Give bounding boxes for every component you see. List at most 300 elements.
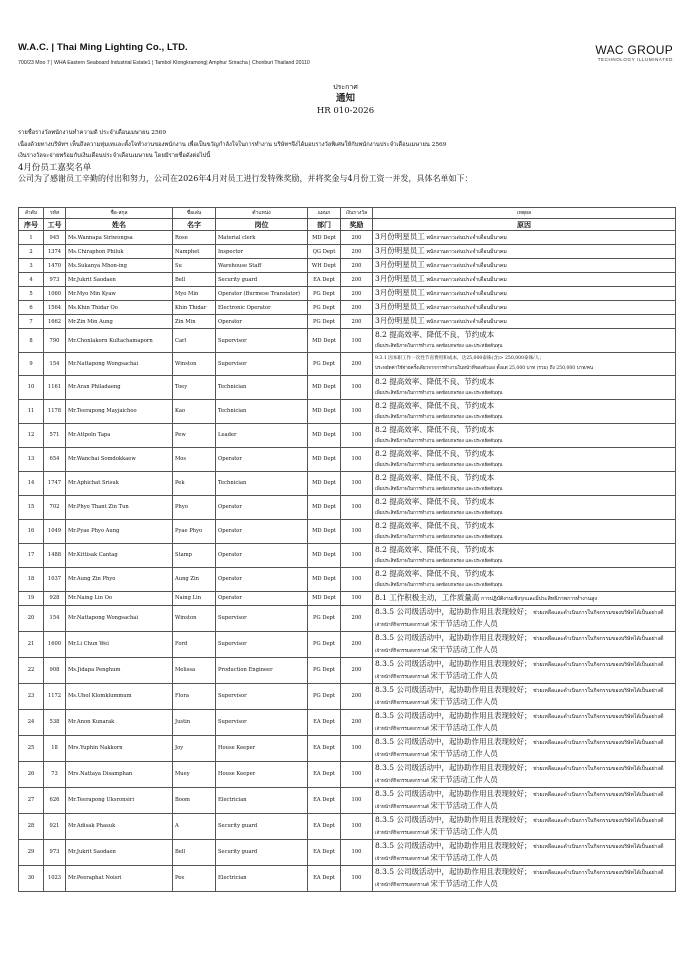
- department: EA Dept: [308, 735, 341, 761]
- nickname: Muey: [173, 761, 216, 787]
- reason-star-zh: 3月份明星员工: [375, 232, 425, 241]
- reason-line: [375, 273, 673, 286]
- table-row: [19, 839, 676, 865]
- reason-line: [375, 520, 673, 533]
- position: Warehouse Staff: [216, 259, 308, 273]
- reason-eff-zh: 8.2 提高效率、降低不良、节约成本: [375, 400, 495, 410]
- position: Operator: [216, 591, 308, 605]
- nickname: Rose: [173, 231, 216, 245]
- employee-id: 1178: [44, 399, 66, 423]
- reason-act-th: ช่วยเหลือและดำเนินการในกิจกรรมของบริษัทได้เป็นอย่างดี: [533, 869, 664, 876]
- row-number: 20: [19, 605, 44, 631]
- department: QG Dept: [308, 245, 341, 259]
- employee-id: 654: [44, 447, 66, 471]
- position: Supervisor: [216, 329, 308, 353]
- employee-name: Mr.Aung Zin Phyo: [66, 567, 173, 591]
- award-amount: 100: [341, 813, 373, 839]
- reason-line: [375, 389, 673, 399]
- reason-line: [375, 879, 673, 891]
- reason-fest-zh: 宋干节活动工作人员: [430, 878, 498, 888]
- employee-id: 1470: [44, 259, 66, 273]
- award-amount: 100: [341, 591, 373, 605]
- employee-name: Mr.Adisak Phasuk: [66, 813, 173, 839]
- employee-name: Ms.Khin Thidar Oo: [66, 301, 173, 315]
- row-number: 27: [19, 787, 44, 813]
- reason-star-zh: 3月份明星员工: [375, 302, 425, 311]
- employee-id: 973: [44, 839, 66, 865]
- nickname: A: [173, 813, 216, 839]
- employee-id: 1023: [44, 865, 66, 891]
- award-amount: 100: [341, 839, 373, 865]
- reason-line: [375, 259, 673, 272]
- row-number: 1: [19, 231, 44, 245]
- reason-line: [375, 736, 673, 749]
- reason-act-th: ช่วยเหลือและดำเนินการในกิจกรรมของบริษัทได้เป็นอย่างดี: [533, 791, 664, 798]
- nickname: Phyo: [173, 495, 216, 519]
- reason-line: [375, 342, 673, 352]
- reason-line: [375, 315, 673, 328]
- employee-id: 1488: [44, 543, 66, 567]
- award-reason: [373, 329, 676, 353]
- reason-fest-th: เจ้าหน้าที่กิจกรรมสงกรานต์: [375, 882, 429, 888]
- reason-fest-th: เจ้าหน้าที่กิจกรรมสงกรานต์: [375, 778, 429, 784]
- reason-star-zh: 3月份明星员工: [375, 316, 425, 325]
- employee-id: 790: [44, 329, 66, 353]
- reason-line: [375, 581, 673, 591]
- department: EA Dept: [308, 761, 341, 787]
- reason-act-zh: 8.3.5 公司级活动中，起协助作用且表现较好；: [375, 814, 532, 824]
- employee-name: Ms.Chiraphon Philuk: [66, 245, 173, 259]
- award-amount: 200: [341, 259, 373, 273]
- employee-name: Mr.Jukrit Saodaen: [66, 273, 173, 287]
- award-reason: [373, 865, 676, 891]
- award-amount: 100: [341, 471, 373, 495]
- reason-fest-zh: 宋干节活动工作人员: [430, 748, 498, 758]
- reason-line: [375, 448, 673, 461]
- position: Security guard: [216, 273, 308, 287]
- reason-act-zh: 8.3.5 公司级活动中，起协助作用且表现较好；: [375, 710, 532, 720]
- col-dept-th: แผนก: [308, 208, 341, 219]
- employee-id: 538: [44, 709, 66, 735]
- employee-name: Mr.Wanchai Somdokkaew: [66, 447, 173, 471]
- reason-eff-zh: 8.2 提高效率、降低不良、节约成本: [375, 520, 495, 530]
- department: PG Dept: [308, 657, 341, 683]
- employee-id: 571: [44, 423, 66, 447]
- reason-line: [375, 287, 673, 300]
- col-name-th: ชื่อ-สกุล: [66, 208, 173, 219]
- col-amount-th: เงินรางวัล: [341, 208, 373, 219]
- row-number: 21: [19, 631, 44, 657]
- reason-line: [375, 424, 673, 437]
- award-reason: [373, 813, 676, 839]
- award-reason: [373, 245, 676, 259]
- position: Leader: [216, 423, 308, 447]
- employee-name: Mr.Myo Min Kyaw: [66, 287, 173, 301]
- row-number: 18: [19, 567, 44, 591]
- award-amount: 100: [341, 543, 373, 567]
- nickname: Khin Thidar: [173, 301, 216, 315]
- reason-fest-th: เจ้าหน้าที่กิจกรรมสงกรานต์: [375, 830, 429, 836]
- award-amount: 200: [341, 605, 373, 631]
- position: Operator: [216, 495, 308, 519]
- department: MD Dept: [308, 591, 341, 605]
- reason-fest-th: เจ้าหน้าที่กิจกรรมสงกรานต์: [375, 674, 429, 680]
- reason-act-zh: 8.3.5 公司级活动中，起协助作用且表现较好；: [375, 788, 532, 798]
- reason-line: [375, 496, 673, 509]
- employee-name: Mr.Peeraphat Noisri: [66, 865, 173, 891]
- employee-name: Ms.Wannapa Siriwongsa: [66, 231, 173, 245]
- reason-eff-th: เพิ่มประสิทธิภาพในการทำงาน ลดข้อบกพร่อง และประหยัดต้นทุน: [375, 390, 503, 396]
- table-row: [19, 495, 676, 519]
- table-row: [19, 399, 676, 423]
- table-row: [19, 245, 676, 259]
- company-name: W.A.C. | Thai Ming Lighting Co., LTD.: [18, 42, 188, 53]
- award-amount: 200: [341, 709, 373, 735]
- row-number: 2: [19, 245, 44, 259]
- row-number: 9: [19, 353, 44, 376]
- reason-line: [375, 723, 673, 735]
- table-row: [19, 567, 676, 591]
- department: MD Dept: [308, 329, 341, 353]
- intro-line-1: รายชื่อรางวัลพนักงานทำความดี ประจำเดือนเมษายน 2569: [18, 130, 167, 136]
- employee-name: Mrs.Yuphin Nakkorn: [66, 735, 173, 761]
- award-reason: [373, 519, 676, 543]
- logo-main-text: WAC GROUP: [595, 43, 673, 57]
- nickname: Bell: [173, 273, 216, 287]
- award-amount: 100: [341, 787, 373, 813]
- employee-id: 1600: [44, 631, 66, 657]
- table-row: [19, 273, 676, 287]
- position: Electrician: [216, 787, 308, 813]
- intro-line-2: เนื่องด้วยทางบริษัทฯ เห็นถึงความทุ่มเทและตั้งใจทำงานของพนักงาน เพื่อเป็นขวัญกำลังใจในการทำงาน บริษัทฯจึงได้มอบรางวัลพิเศษให้กับพนักงานประจำเดือนเมษายน 2569: [18, 141, 447, 148]
- position: Production Engineer: [216, 657, 308, 683]
- reason-eff-zh: 8.2 提高效率、降低不良、节约成本: [375, 448, 495, 458]
- nickname: Pyae Phyo: [173, 519, 216, 543]
- reason-act-th: ช่วยเหลือและดำเนินการในกิจกรรมของบริษัทได้เป็นอย่างดี: [533, 713, 664, 720]
- employee-id: 702: [44, 495, 66, 519]
- nickname: Flora: [173, 683, 216, 709]
- reason-act-th: ช่วยเหลือและดำเนินการในกิจกรรมของบริษัทได้เป็นอย่างดี: [533, 843, 664, 850]
- table-row: [19, 329, 676, 353]
- award-reason: [373, 399, 676, 423]
- reason-fest-zh: 宋干节活动工作人员: [430, 800, 498, 810]
- position: Operator: [216, 315, 308, 329]
- table-row: [19, 735, 676, 761]
- intro-line-4: 4月份员工嘉奖名单: [18, 162, 92, 173]
- table-row: [19, 375, 676, 399]
- employee-name: Mr.Jukrit Saodaen: [66, 839, 173, 865]
- award-amount: 100: [341, 375, 373, 399]
- row-number: 17: [19, 543, 44, 567]
- row-number: 24: [19, 709, 44, 735]
- reason-eff-th: เพิ่มประสิทธิภาพในการทำงาน ลดข้อบกพร่อง และประหยัดต้นทุน: [375, 558, 503, 564]
- reason-fest-zh: 宋干节活动工作人员: [430, 852, 498, 862]
- award-amount: 200: [341, 353, 373, 376]
- department: MD Dept: [308, 375, 341, 399]
- nickname: Ford: [173, 631, 216, 657]
- row-number: 25: [19, 735, 44, 761]
- award-reason: [373, 735, 676, 761]
- nickname: Melissa: [173, 657, 216, 683]
- row-number: 12: [19, 423, 44, 447]
- wac-group-logo: [595, 44, 673, 64]
- nickname: Su: [173, 259, 216, 273]
- award-amount: 100: [341, 567, 373, 591]
- employee-name: Mr.Anon Kunarak: [66, 709, 173, 735]
- notice-title-chinese: 通知: [335, 93, 355, 104]
- reason-line: [375, 557, 673, 567]
- reason-act-zh: 8.3.5 公司级活动中，起协助作用且表现较好；: [375, 840, 532, 850]
- row-number: 16: [19, 519, 44, 543]
- table-row: [19, 709, 676, 735]
- col-id-zh: 工号: [44, 219, 66, 231]
- reason-line: [375, 788, 673, 801]
- reason-eff-zh: 8.2 提高效率、降低不良、节约成本: [375, 330, 495, 339]
- reason-line: [375, 866, 673, 879]
- reason-line: [375, 568, 673, 581]
- employee-id: 1037: [44, 567, 66, 591]
- reason-act-th: ช่วยเหลือและดำเนินการในกิจกรรมของบริษัทได้เป็นอย่างดี: [533, 635, 664, 642]
- reason-eff-zh: 8.2 提高效率、降低不良、节约成本: [375, 544, 495, 554]
- award-reason: [373, 315, 676, 329]
- position: Electronic Operator: [216, 301, 308, 315]
- department: EA Dept: [308, 787, 341, 813]
- award-reason: [373, 683, 676, 709]
- reason-line: [375, 472, 673, 485]
- reason-line: [375, 245, 673, 258]
- employee-name: Ms.Sukanya Mhon-ing: [66, 259, 173, 273]
- reason-line: [375, 461, 673, 471]
- award-reason: [373, 495, 676, 519]
- award-reason: [373, 605, 676, 631]
- reason-line: [375, 619, 673, 631]
- table-row: [19, 761, 676, 787]
- employee-name: Mr.Phyo Thant Zin Tun: [66, 495, 173, 519]
- reason-line: [375, 533, 673, 543]
- employee-name: Mr.Attpoln Tapa: [66, 423, 173, 447]
- nickname: Justin: [173, 709, 216, 735]
- reason-eff-zh: 8.2 提高效率、降低不良、节约成本: [375, 568, 495, 578]
- award-amount: 100: [341, 447, 373, 471]
- reason-eff-zh: 8.2 提高效率、降低不良、节约成本: [375, 472, 495, 482]
- row-number: 10: [19, 375, 44, 399]
- employee-id: 18: [44, 735, 66, 761]
- table-row: [19, 813, 676, 839]
- row-number: 26: [19, 761, 44, 787]
- reason-star-zh: 3月份明星员工: [375, 274, 425, 283]
- reason-fest-zh: 宋干节活动工作人员: [430, 618, 498, 628]
- reason-line: [375, 509, 673, 519]
- reason-act-th: ช่วยเหลือและดำเนินการในกิจกรรมของบริษัทได้เป็นอย่างดี: [533, 687, 664, 694]
- award-reason: [373, 543, 676, 567]
- department: MD Dept: [308, 231, 341, 245]
- department: PG Dept: [308, 605, 341, 631]
- col-nick-zh: 名字: [173, 219, 216, 231]
- position: Technician: [216, 399, 308, 423]
- nickname: Myo Min: [173, 287, 216, 301]
- department: EA Dept: [308, 273, 341, 287]
- award-amount: 100: [341, 423, 373, 447]
- table-row: [19, 787, 676, 813]
- reason-fest-zh: 宋干节活动工作人员: [430, 774, 498, 784]
- reason-line: [375, 592, 673, 605]
- department: PG Dept: [308, 353, 341, 376]
- table-row: [19, 287, 676, 301]
- reason-line: [375, 645, 673, 657]
- employee-name: Ms.Ubol Klomklummum: [66, 683, 173, 709]
- reason-eff-th: เพิ่มประสิทธิภาพในการทำงาน ลดข้อบกพร่อง และประหยัดต้นทุน: [375, 510, 503, 516]
- reason-line: [375, 840, 673, 853]
- reason-line: [375, 354, 673, 364]
- employee-name: Ms.Jidapa Penghum: [66, 657, 173, 683]
- reason-act-th: ช่วยเหลือและดำเนินการในกิจกรรมของบริษัทได้เป็นอย่างดี: [533, 739, 664, 746]
- row-number: 7: [19, 315, 44, 329]
- nickname: Namphet: [173, 245, 216, 259]
- award-reason: [373, 709, 676, 735]
- reason-line: [375, 400, 673, 413]
- position: Security guard: [216, 839, 308, 865]
- reason-fest-th: เจ้าหน้าที่กิจกรรมสงกรานต์: [375, 804, 429, 810]
- table-header-thai: [19, 208, 676, 219]
- department: MD Dept: [308, 543, 341, 567]
- table-row: [19, 447, 676, 471]
- department: EA Dept: [308, 709, 341, 735]
- position: Supervisor: [216, 683, 308, 709]
- employee-name: Mr.Naing Lin Oo: [66, 591, 173, 605]
- row-number: 29: [19, 839, 44, 865]
- employee-name: Mrs.Nattaya Disamphan: [66, 761, 173, 787]
- reason-line: [375, 671, 673, 683]
- reason-eff-th: เพิ่มประสิทธิภาพในการทำงาน ลดข้อบกพร่อง และประหยัดต้นทุน: [375, 486, 503, 492]
- nickname: Winston: [173, 353, 216, 376]
- nickname: Mos: [173, 447, 216, 471]
- award-amount: 200: [341, 245, 373, 259]
- nickname: Zin Min: [173, 315, 216, 329]
- position: Operator (Burmese Translator): [216, 287, 308, 301]
- row-number: 3: [19, 259, 44, 273]
- row-number: 8: [19, 329, 44, 353]
- reason-act-zh: 8.3.5 公司级活动中，起协助作用且表现较好；: [375, 736, 532, 746]
- reason-line: [375, 814, 673, 827]
- table-row: [19, 543, 676, 567]
- award-reason: [373, 273, 676, 287]
- nickname: Naing Lin: [173, 591, 216, 605]
- table-row: [19, 605, 676, 631]
- employee-id: 154: [44, 353, 66, 376]
- position: House Keeper: [216, 761, 308, 787]
- award-reason: [373, 631, 676, 657]
- award-amount: 100: [341, 329, 373, 353]
- nickname: Joy: [173, 735, 216, 761]
- reason-save-th: ประหยัดค่าใช้จ่ายครั้งเดียวจากการทำงานในหน้าที่ของตัวเอง ตั้งแต่ 25,000 บาท (รวม) ถึง 250,000 บาท/คน: [375, 365, 593, 371]
- col-position-th: ตำแหน่ง: [216, 208, 308, 219]
- reason-star-th: พนักงานดาวเด่นประจำเดือนมีนาคม: [426, 277, 507, 283]
- position: Material clerk: [216, 231, 308, 245]
- reason-line: [375, 762, 673, 775]
- col-reason-th: เหตุผล: [373, 208, 676, 219]
- table-row: [19, 519, 676, 543]
- nickname: Boom: [173, 787, 216, 813]
- reason-line: [375, 544, 673, 557]
- employee-name: Mr.Li Chun Wei: [66, 631, 173, 657]
- nickname: Pek: [173, 471, 216, 495]
- col-nick-th: ชื่อเล่น: [173, 208, 216, 219]
- employee-id: 1161: [44, 375, 66, 399]
- employee-name: Mr.Pyae Phyo Aung: [66, 519, 173, 543]
- notice-intro: [18, 128, 678, 184]
- award-reason: [373, 231, 676, 245]
- position: Electrician: [216, 865, 308, 891]
- table-row: [19, 631, 676, 657]
- row-number: 11: [19, 399, 44, 423]
- reason-eff-zh: 8.2 提高效率、降低不良、节约成本: [375, 376, 495, 386]
- award-reason: [373, 761, 676, 787]
- reason-fest-zh: 宋干节活动工作人员: [430, 826, 498, 836]
- department: PG Dept: [308, 683, 341, 709]
- nickname: Bell: [173, 839, 216, 865]
- department: MD Dept: [308, 447, 341, 471]
- employee-id: 1172: [44, 683, 66, 709]
- department: MD Dept: [308, 471, 341, 495]
- reason-fest-th: เจ้าหน้าที่กิจกรรมสงกรานต์: [375, 752, 429, 758]
- employee-name: Mr.Zin Min Aung: [66, 315, 173, 329]
- notice-title-thai: ประกาศ: [333, 83, 358, 91]
- nickname: Aung Zin: [173, 567, 216, 591]
- reason-act-th: ช่วยเหลือและดำเนินการในกิจกรรมของบริษัทได้เป็นอย่างดี: [533, 661, 664, 668]
- department: PG Dept: [308, 631, 341, 657]
- employee-name: Mr.Aran Philadaeng: [66, 375, 173, 399]
- row-number: 5: [19, 287, 44, 301]
- department: PG Dept: [308, 287, 341, 301]
- award-amount: 100: [341, 761, 373, 787]
- position: Supervisor: [216, 353, 308, 376]
- reason-act-th: ช่วยเหลือและดำเนินการในกิจกรรมของบริษัทได้เป็นอย่างดี: [533, 609, 664, 616]
- reason-star-th: พนักงานดาวเด่นประจำเดือนมีนาคม: [426, 263, 507, 269]
- award-amount: 200: [341, 231, 373, 245]
- award-amount: 200: [341, 683, 373, 709]
- position: Technician: [216, 471, 308, 495]
- reason-eff-th: เพิ่มประสิทธิภาพในการทำงาน ลดข้อบกพร่อง และประหยัดต้นทุน: [375, 414, 503, 420]
- award-reason: [373, 353, 676, 376]
- employee-name: Mr.Kittisak Cantag: [66, 543, 173, 567]
- reason-fest-th: เจ้าหน้าที่กิจกรรมสงกรานต์: [375, 856, 429, 862]
- award-amount: 100: [341, 865, 373, 891]
- reason-act-th: ช่วยเหลือและดำเนินการในกิจกรรมของบริษัทได้เป็นอย่างดี: [533, 765, 664, 772]
- table-row: [19, 683, 676, 709]
- col-name-zh: 姓名: [66, 219, 173, 231]
- position: Inspector: [216, 245, 308, 259]
- nickname: Kao: [173, 399, 216, 423]
- reason-line: [375, 749, 673, 761]
- employee-name: Mr.Teerapong Uksronsiri: [66, 787, 173, 813]
- department: EA Dept: [308, 813, 341, 839]
- employee-id: 1662: [44, 315, 66, 329]
- nickname: Stamp: [173, 543, 216, 567]
- col-amount-zh: 奖励: [341, 219, 373, 231]
- logo-tagline: TECHNOLOGY ILLUMINATED: [597, 57, 673, 62]
- reason-star-th: พนักงานดาวเด่นประจำเดือนมีนาคม: [426, 249, 507, 255]
- row-number: 14: [19, 471, 44, 495]
- award-reason: [373, 839, 676, 865]
- nickname: Pee: [173, 865, 216, 891]
- award-reason: [373, 787, 676, 813]
- department: EA Dept: [308, 865, 341, 891]
- reason-line: [375, 606, 673, 619]
- reason-fest-th: เจ้าหน้าที่กิจกรรมสงกรานต์: [375, 726, 429, 732]
- award-amount: 100: [341, 735, 373, 761]
- nickname: Pew: [173, 423, 216, 447]
- department: MD Dept: [308, 423, 341, 447]
